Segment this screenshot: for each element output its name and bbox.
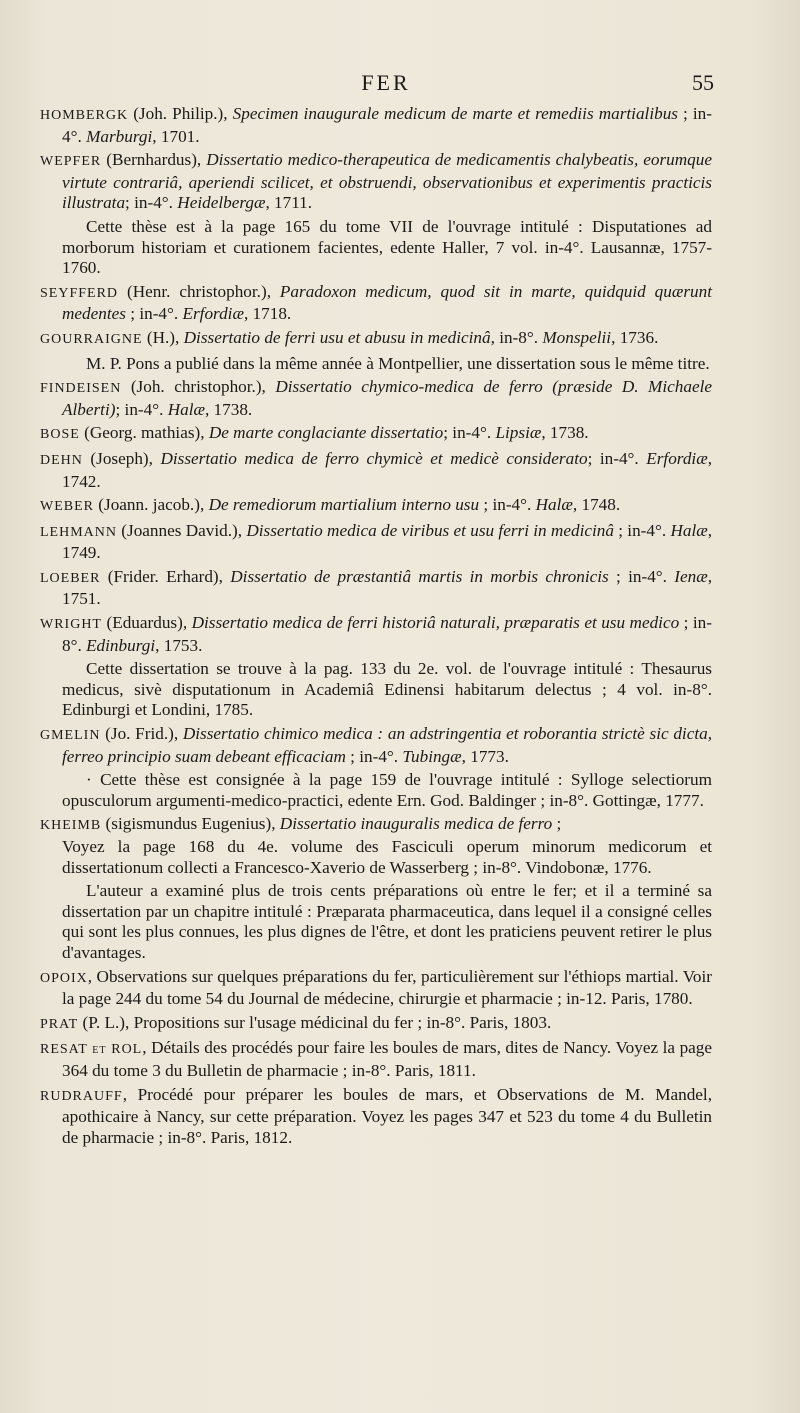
running-title: FER xyxy=(361,70,411,95)
kheimb-continuation: Voyez la page 168 du 4e. volume des Fasciculi operum minorum medicorum et dissertationum collecti a Francesco-Xaverio de Wasserberg ; in-8°. Vindobonæ, 1776. xyxy=(62,837,712,877)
entry-findeisen: FINDEISEN (Joh. christophor.), Dissertatio chymico-medica de ferro (præside D. Michaele Alberti); in-4°. Halæ, 1738. xyxy=(40,377,712,419)
note-gmelin: · Cette thèse est consignée à la page 159 de l'ouvrage intitulé : Sylloge selectiorum opusculorum argumenti-medico-practici, edente Ern. God. Baldinger ; in-8°. Gottingæ, 1777. xyxy=(62,770,712,810)
note-wright: Cette dissertation se trouve à la pag. 133 du 2e. vol. de l'ouvrage intitulé : Thesaurus medicus, sivè disputationum in Academiâ Edinensi habitarum delectus ; 4 vol. in-8°. Edinburgi et Londini, 1785. xyxy=(62,659,712,720)
entry-wright: WRIGHT (Eduardus), Dissertatio medica de ferri historiâ naturali, præparatis et usu medico ; in-8°. Edinburgi, 1753. xyxy=(40,613,712,655)
entry-homberg: HOMBERGK (Joh. Philip.), Specimen inaugurale medicum de marte et remediis martialibus ; in-4°. Marburgi, 1701. xyxy=(40,104,712,146)
entry-gourraigne: GOURRAIGNE (H.), Dissertatio de ferri usu et abusu in medicinâ, in-8°. Monspelii, 1736. xyxy=(40,327,659,347)
entry-resat-rol: RESAT et ROL, Détails des procédés pour faire les boules de mars, dites de Nancy. Voyez la page 364 du tome 3 du Bulletin de pharmacie ; in-8°. Paris, 1811. xyxy=(40,1038,713,1080)
entry-rudrauff: RUDRAUFF, Procédé pour préparer les boules de mars, et Observations de M. Mandel, apothicaire à Nancy, sur cette préparation. Voyez les pages 347 et 523 du tome 4 du Bulletin de pharmacie ; in-8°. Paris, 1812. xyxy=(40,1084,712,1147)
entry-weber: WEBER (Joann. jacob.), De remediorum martialium interno usu ; in-4°. Halæ, 1748. xyxy=(40,495,621,515)
entry-prat: PRAT (P. L.), Propositions sur l'usage médicinal du fer ; in-8°. Paris, 1803. xyxy=(40,1012,552,1032)
bibliography-list xyxy=(40,104,712,1151)
entry-dehn: DEHN (Joseph), Dissertatio medica de ferro chymicè et medicè considerato; in-4°. Erfordiæ, 1742. xyxy=(40,448,712,491)
page-number: 55 xyxy=(692,70,714,95)
note-kheimb: L'auteur a examiné plus de trois cents préparations où entre le fer; et il a terminé sa dissertation par un chapitre intitulé : Præparata pharmaceutica, dans lequel il a consigné celles qui sont les plus connues, les plus dignes de l'être, et dont les praticiens peuvent retirer le plus d'avantages. xyxy=(62,881,712,962)
note-gourraigne: M. P. Pons a publié dans la même année à Montpellier, une dissertation sous le même titre. xyxy=(86,353,710,373)
entry-loeber: LOEBER (Frider. Erhard), Dissertatio de præstantiâ martis in morbis chronicis ; in-4°. Ienæ, 1751. xyxy=(40,566,712,609)
entry-kheimb: KHEIMB (sigismundus Eugenius), Dissertatio inauguralis medica de ferro ; Voyez la page 168 du 4e. volume des Fasciculi operum minorum medicorum et dissertationum collecti a Francesco-Xaverio de Wasserberg ; in-8°. Vindobonæ, 1776. xyxy=(40,814,712,877)
entry-lehmann: LEHMANN (Joannes David.), Dissertatio medica de viribus et usu ferri in medicinâ ; in-4°. Halæ, 1749. xyxy=(40,520,713,563)
entry-bose: BOSE (Georg. mathias), De marte conglaciante dissertatio; in-4°. Lipsiæ, 1738. xyxy=(40,423,589,443)
entry-gmelin: GMELIN (Jo. Frid.), Dissertatio chimico medica : an adstringentia et roborantia strictè sic dicta, ferreo principio suam debeant efficaciam ; in-4°. Tubingæ, 1773. xyxy=(40,724,712,766)
entry-opoix: OPOIX, Observations sur quelques préparations du fer, particulièrement sur l'éthiops martial. Voir la page 244 du tome 54 du Journal de médecine, chirurgie et pharmacie ; in-12. Paris, 1780. xyxy=(40,966,712,1009)
page-header xyxy=(58,70,714,100)
note-wepfer: Cette thèse est à la page 165 du tome VII de l'ouvrage intitulé : Disputationes ad morborum historiam et curationem facientes, edente Haller, 7 vol. in-4°. Lausannæ, 1757-1760. xyxy=(62,216,712,278)
entry-wepfer: WEPFER (Bernhardus), Dissertatio medico-therapeutica de medicamentis chalybeatis, eorumque virtute contrariâ, aperiendi scilicet, et obstruendi, observationibus et experimentis practicis illustrata; in-4°. Heidelbergæ, 1711. xyxy=(40,150,712,213)
entry-seyfferd: SEYFFERD (Henr. christophor.), Paradoxon medicum, quod sit in marte, quidquid quærunt medentes ; in-4°. Erfordiæ, 1718. xyxy=(40,281,712,324)
